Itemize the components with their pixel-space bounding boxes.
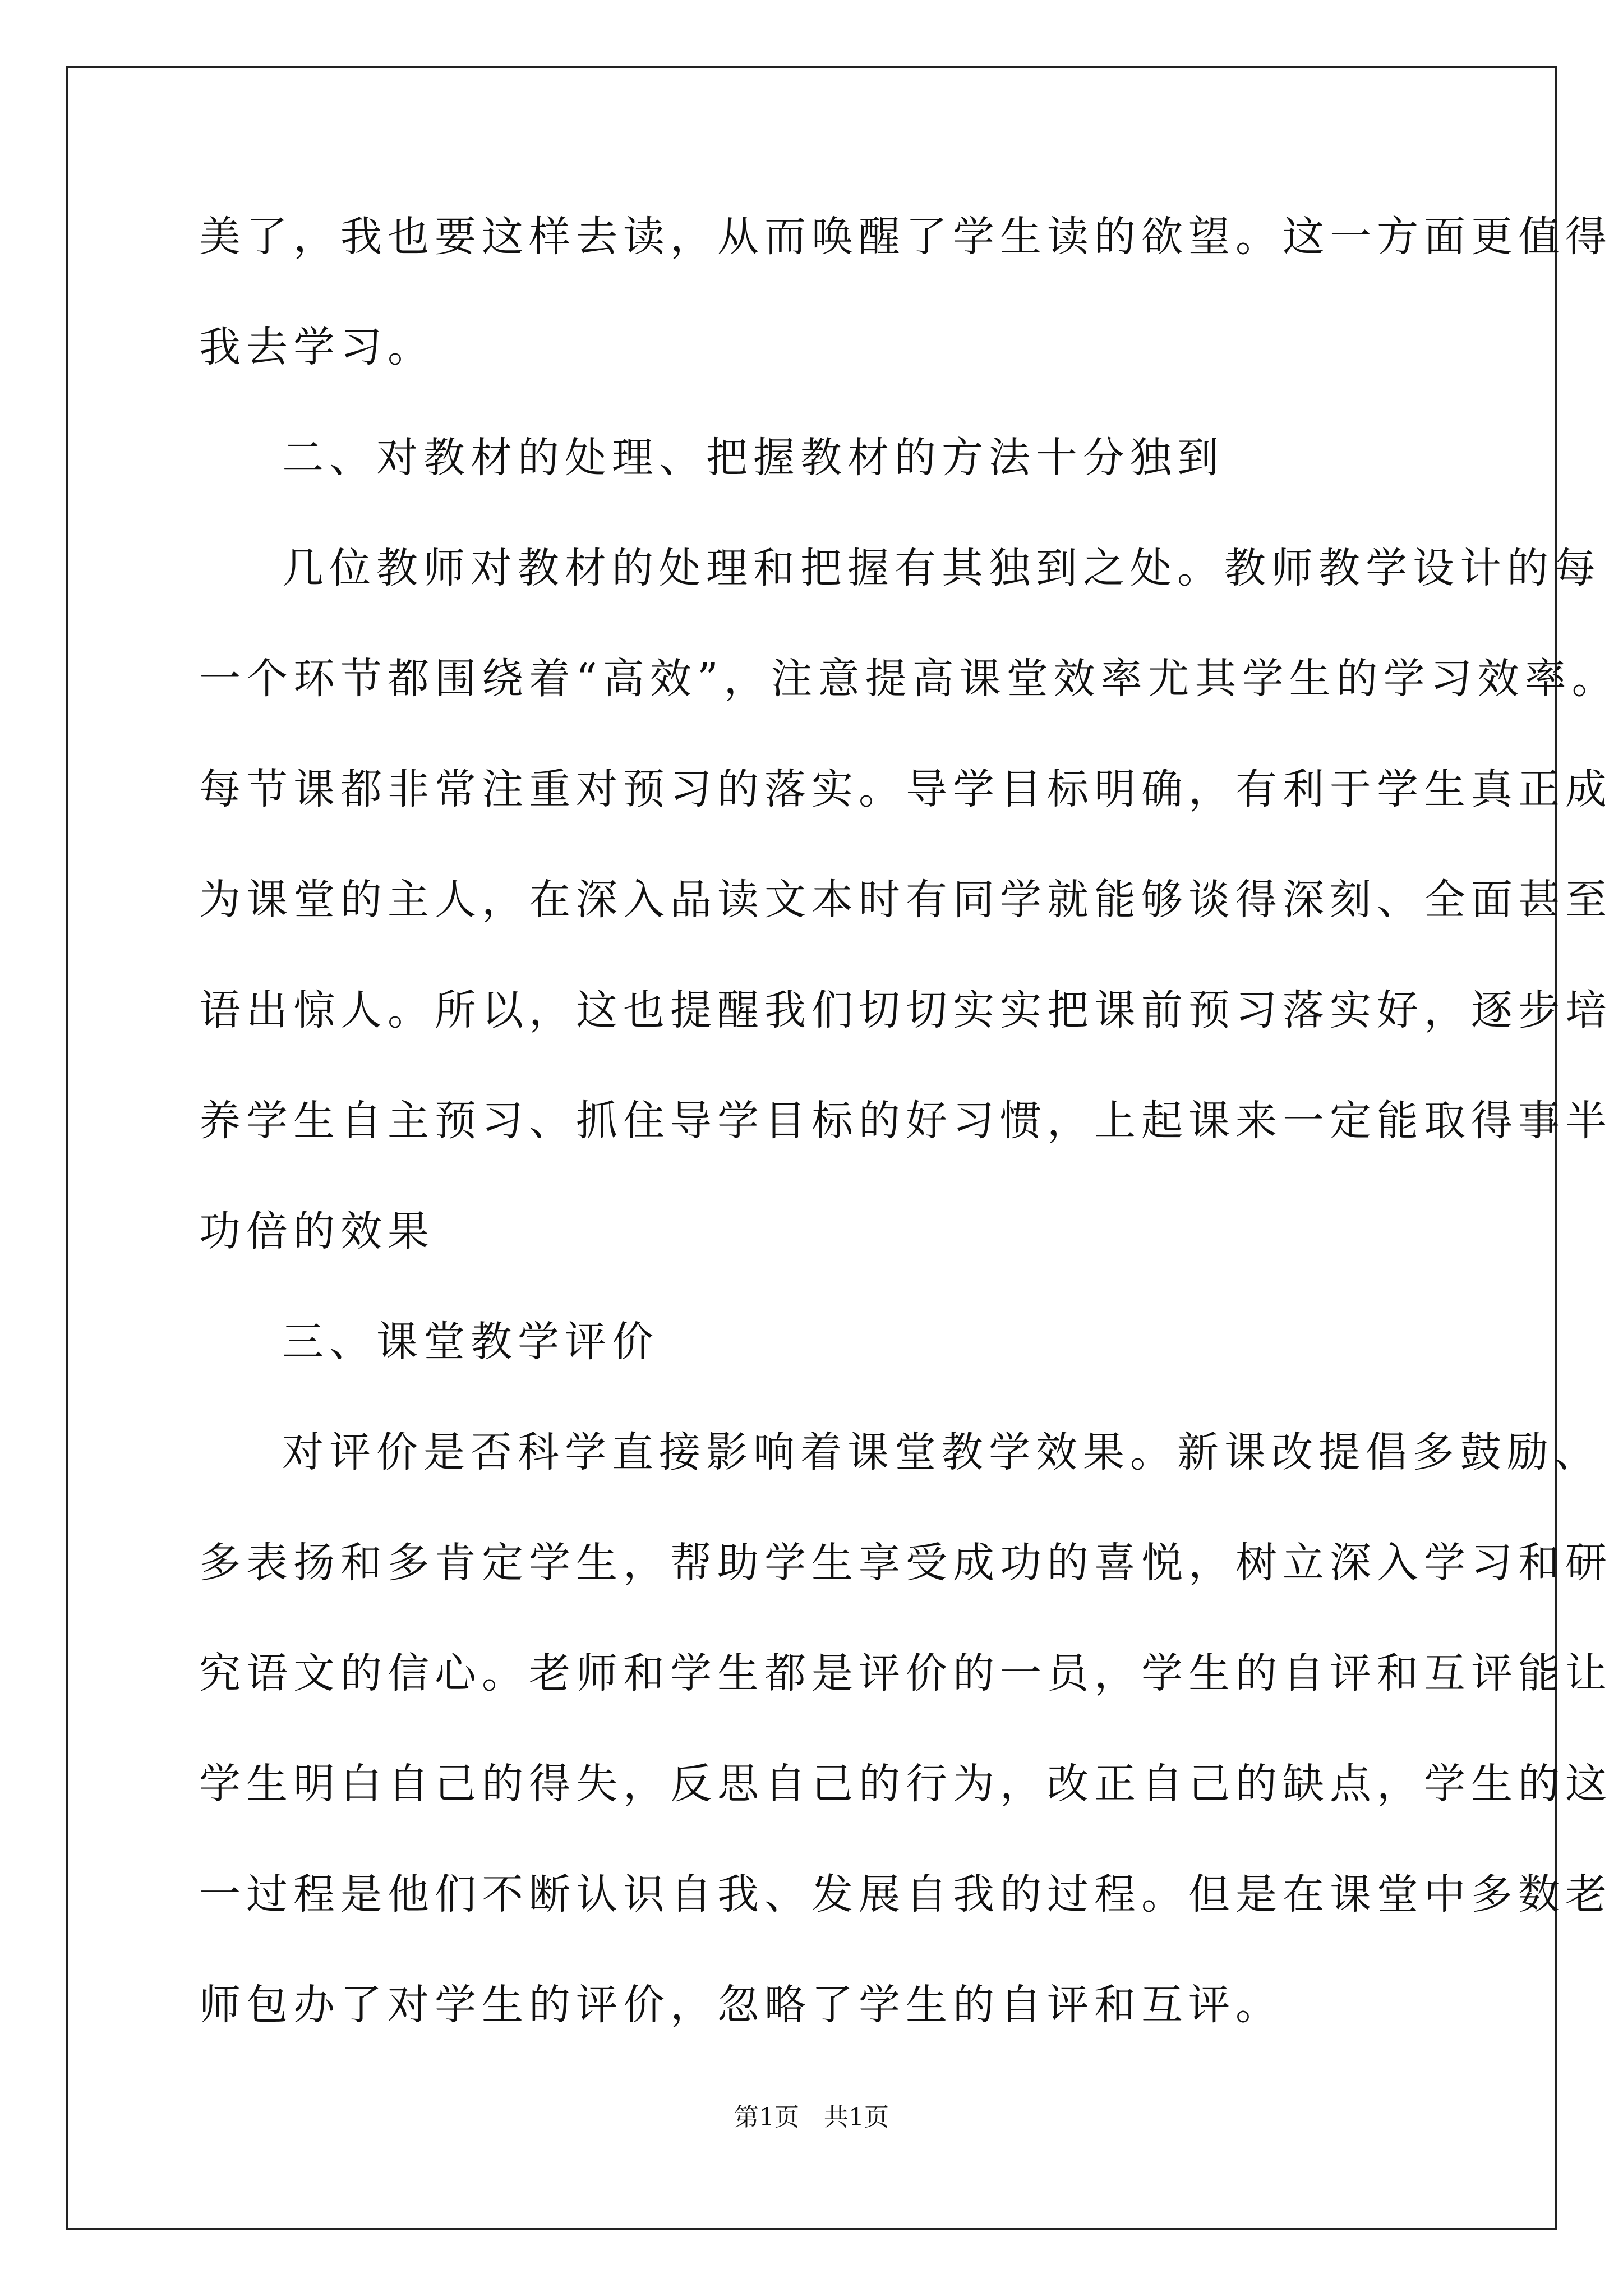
- body-line: 一个环节都围绕着“高效”，注意提高课堂效率尤其学生的学习效率。: [199, 655, 1619, 703]
- body-line: 美了，我也要这样去读，从而唤醒了学生读的欲望。这一方面更值得: [199, 213, 1612, 261]
- body-line: 为课堂的主人，在深入品读文本时有同学就能够谈得深刻、全面甚至: [199, 876, 1612, 924]
- body-line: 功倍的效果: [199, 1207, 435, 1255]
- body-line: 对评价是否科学直接影响着课堂教学效果。新课改提倡多鼓励、: [282, 1428, 1601, 1476]
- body-line: 学生明白自己的得失，反思自己的行为，改正自己的缺点，学生的这: [199, 1760, 1612, 1808]
- body-line: 多表扬和多肯定学生，帮助学生享受成功的喜悦，树立深入学习和研: [199, 1539, 1612, 1587]
- body-line: 几位教师对教材的处理和把握有其独到之处。教师教学设计的每: [282, 544, 1601, 592]
- section-heading: 二、对教材的处理、把握教材的方法十分独到: [282, 434, 1224, 482]
- body-line: 究语文的信心。老师和学生都是评价的一员，学生的自评和互评能让: [199, 1649, 1612, 1697]
- body-line: 师包办了对学生的评价，忽略了学生的自评和互评。: [199, 1981, 1283, 2029]
- page-footer: 第1页 共1页: [734, 2103, 889, 2132]
- body-line: 语出惊人。所以，这也提醒我们切切实实把课前预习落实好，逐步培: [199, 986, 1612, 1034]
- body-line: 我去学习。: [199, 323, 435, 371]
- body-line: 一过程是他们不断认识自我、发展自我的过程。但是在课堂中多数老: [199, 1870, 1612, 1918]
- body-line: 养学生自主预习、抓住导学目标的好习惯，上起课来一定能取得事半: [199, 1097, 1612, 1145]
- body-line: 每节课都非常注重对预习的落实。导学目标明确，有利于学生真正成: [199, 765, 1612, 813]
- section-heading: 三、课堂教学评价: [282, 1318, 659, 1366]
